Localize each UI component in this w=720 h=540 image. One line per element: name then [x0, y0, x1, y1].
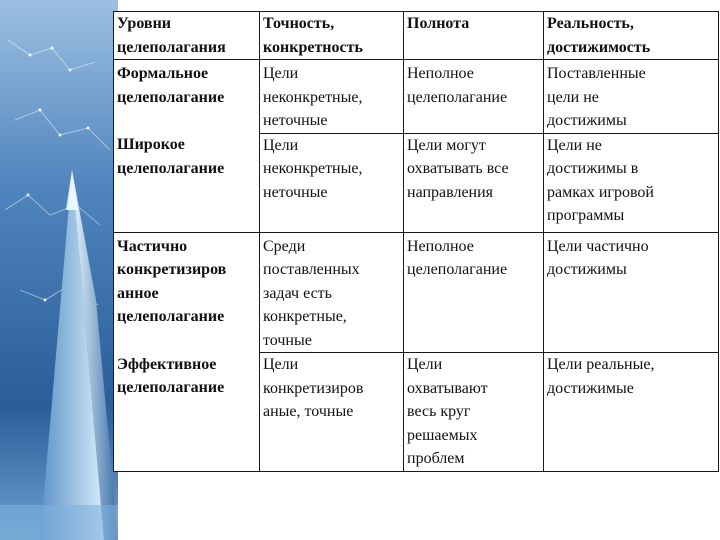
row-reality — [544, 353, 719, 472]
row-level — [114, 133, 260, 232]
cell-reality-broad: Цели не достижимы в рамках игровой программы — [547, 136, 654, 224]
row-completeness — [404, 232, 544, 353]
cell-accuracy-partial: Среди поставленных задач есть конкретные, точные — [263, 237, 360, 349]
row-completeness — [404, 133, 544, 232]
header-accuracy — [260, 12, 404, 60]
row-accuracy — [260, 60, 404, 134]
header-reality — [544, 12, 719, 60]
header-reality-text: Реальность, достижимость — [547, 15, 651, 56]
cell-completeness-effective: Цели охватывают весь круг решаемых проблем — [407, 356, 488, 467]
header-accuracy-text: Точность, конкретность — [263, 15, 363, 56]
row-completeness — [404, 60, 544, 134]
row-level — [114, 60, 260, 134]
row-accuracy — [260, 232, 404, 353]
header-completeness-text: Полнота — [407, 15, 470, 32]
row-level — [114, 353, 260, 472]
cell-level-partial: Частично конкретизиров анное целеполагание — [117, 237, 227, 325]
table-header-row — [114, 12, 719, 60]
cell-reality-partial: Цели частично достижимы — [547, 237, 649, 278]
cell-level-formal: Формальное целеполагание — [117, 65, 225, 106]
cell-reality-formal: Поставленные цели не достижимы — [547, 65, 646, 129]
cell-accuracy-effective: Цели конкретизиров аные, точные — [263, 356, 364, 420]
table-row — [114, 353, 719, 472]
cell-level-effective: Эффективное целеполагание — [117, 355, 225, 396]
cell-level-broad: Широкое целеполагание — [117, 136, 225, 177]
cell-reality-effective: Цели реальные, достижимые — [547, 356, 655, 397]
header-levels — [114, 12, 260, 60]
header-levels-text: Уровни целеполагания — [117, 15, 226, 56]
table-row — [114, 232, 719, 353]
cell-completeness-partial: Неполное целеполагание — [407, 237, 508, 278]
row-accuracy — [260, 353, 404, 472]
cell-accuracy-formal: Цели неконкретные, неточные — [263, 65, 363, 129]
cell-completeness-broad: Цели могут охватывать все направления — [407, 136, 509, 201]
row-level — [114, 232, 260, 353]
row-reality — [544, 60, 719, 134]
table-row — [114, 133, 719, 232]
goal-setting-levels-table — [113, 11, 719, 472]
row-accuracy — [260, 133, 404, 232]
row-reality — [544, 133, 719, 232]
table-row — [114, 60, 719, 134]
row-reality — [544, 232, 719, 353]
header-completeness — [404, 12, 544, 60]
row-completeness — [404, 353, 544, 472]
cell-completeness-formal: Неполное целеполагание — [407, 65, 508, 106]
cell-accuracy-broad: Цели неконкретные, неточные — [263, 136, 363, 201]
